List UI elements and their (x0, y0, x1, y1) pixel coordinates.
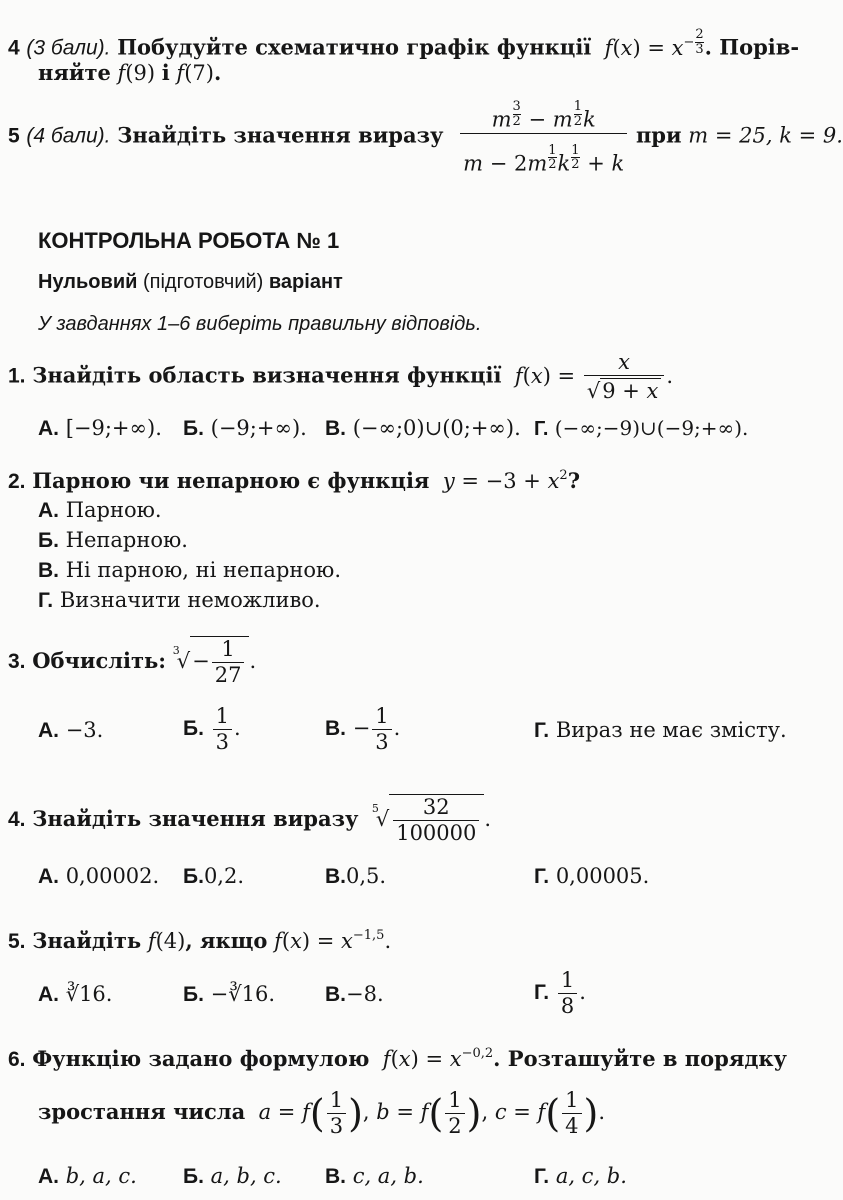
q2-option-d[interactable] (38, 590, 321, 611)
q5-option-b[interactable] (183, 984, 275, 1005)
option-label: Б. (183, 865, 204, 888)
function-formula: f(x) = $\frac{x}{√9 + x}$ . (514, 350, 674, 403)
question-4 (8, 794, 491, 844)
option-label: В. (325, 865, 346, 888)
q5-option-c[interactable] (325, 984, 384, 1005)
q1-option-a[interactable] (38, 418, 162, 439)
q1-option-d[interactable] (534, 418, 748, 439)
q4-option-a[interactable] (38, 866, 159, 887)
option-value: −∛16. (210, 982, 275, 1006)
option-value: Вираз не має змісту. (555, 718, 787, 742)
fifth-root-expression: $^5$√ $\frac{32}{100000}$ . (371, 795, 492, 845)
question-number: 3. (8, 650, 26, 673)
question-number: 5. (8, 930, 26, 953)
q2-option-c[interactable] (38, 560, 341, 581)
section-title: КОНТРОЛЬНА РОБОТА № 1 (38, 228, 340, 253)
q2-option-a[interactable] (38, 500, 162, 521)
option-value: −3. (65, 718, 104, 742)
question-number: 2. (8, 470, 26, 493)
option-value: ∛16. (65, 982, 113, 1006)
task-points: (3 бали). (26, 36, 111, 60)
question-number: 4. (8, 808, 26, 831)
question-number: 6. (8, 1048, 26, 1071)
question-number: 1. (8, 364, 26, 388)
expression-fraction: m $^{\frac{3}{2}}$ − m $^{\frac{1}{2}}$ k m − 2m $^{\frac{1}{2}}$ k $^{\frac{1}{2}}$ + k (460, 100, 627, 174)
option-label: Б. (183, 717, 204, 740)
function-formula: $f(x) = x^{- \frac{2}{3}}$ (604, 27, 704, 60)
option-label: Б. (38, 529, 59, 552)
option-value: Парною. (65, 498, 162, 522)
option-label: Б. (183, 417, 204, 440)
option-label: В. (325, 717, 346, 740)
question-5 (8, 930, 391, 952)
f4-expression: f(4) (147, 929, 186, 953)
option-label: Г. (534, 719, 550, 742)
option-label: А. (38, 1165, 59, 1188)
q4-option-d[interactable] (534, 866, 649, 887)
option-label: Б. (183, 983, 204, 1006)
q5-option-d[interactable]: Г. $\frac{1}{8}$ . (534, 968, 586, 1018)
option-value: 0,00005. (555, 864, 650, 888)
q4-option-c[interactable] (325, 866, 386, 887)
q1-option-c[interactable] (325, 418, 521, 439)
option-label: А. (38, 983, 59, 1006)
option-value: Непарною. (65, 528, 188, 552)
question-6 (8, 1048, 787, 1070)
question-3 (8, 636, 256, 686)
question-text: Знайдіть область визначення функції (32, 362, 502, 388)
option-label: А. (38, 417, 59, 440)
option-label: А. (38, 499, 59, 522)
option-label: Г. (534, 981, 550, 1004)
task-text: няйте (38, 60, 111, 85)
question-text: зростання числа (38, 1099, 246, 1124)
option-label: В. (325, 1165, 346, 1188)
cube-root-expression: $^3$√− $\frac{1}{27}$ . (172, 637, 257, 687)
question-6-line-2 (38, 1090, 605, 1137)
q4-option-b[interactable] (183, 866, 244, 887)
q5-option-a[interactable] (38, 984, 112, 1005)
question-text: Знайдіть (32, 928, 142, 953)
option-value: (−∞;−9)∪(−9;+∞). (554, 416, 749, 440)
task-5-line (8, 100, 843, 174)
q6-option-c[interactable] (325, 1166, 424, 1187)
option-value: b, a, c. (65, 1164, 137, 1188)
option-value: Визначити неможливо. (59, 588, 321, 612)
question-1 (8, 352, 673, 402)
question-text: Обчисліть: (32, 648, 167, 673)
f7-expression: f(7) (176, 61, 214, 85)
question-text: , якщо (185, 928, 268, 953)
question-text: . Розташуйте в порядку (493, 1046, 787, 1071)
variant-bold: Нульовий (38, 271, 138, 293)
task-number: 4 (8, 36, 20, 60)
option-value: 0,2. (203, 864, 245, 888)
option-value: −8. (346, 982, 384, 1006)
q1-option-b[interactable] (183, 418, 307, 439)
option-label: А. (38, 719, 59, 742)
option-value: c, a, b. (352, 1164, 424, 1188)
option-label: Г. (534, 418, 549, 440)
q6-option-d[interactable] (534, 1166, 627, 1187)
task-points: (4 бали). (26, 124, 111, 148)
option-label: Б. (183, 1165, 204, 1188)
variant-line (38, 272, 343, 292)
instruction: У завданнях 1–6 виберіть правильну відповідь. (38, 313, 482, 335)
function-formula: $f(x) = x^{-0,2}$ (382, 1046, 494, 1071)
question-2: 2. Парною чи непарною є функція $y = -3 + x^2$? (8, 468, 580, 493)
task-number: 5 (8, 124, 20, 148)
function-formula: $f(x) = x^{-1,5}$. (274, 928, 392, 953)
q6-option-b[interactable] (183, 1166, 282, 1187)
option-value: Ні парною, ні непарною. (65, 558, 341, 582)
q3-option-a[interactable] (38, 720, 103, 741)
q3-option-c[interactable]: В. − $\frac{1}{3}$ . (325, 704, 401, 754)
question-text: Знайдіть значення виразу (32, 806, 359, 831)
option-value: a, c, b. (555, 1164, 627, 1188)
numbers-abc: a = f( $\frac{1}{3}$ ), b = f( $\frac{1}{2}$ ), c = f( $\frac{1}{4}$ ). (258, 1088, 606, 1138)
task-text: . (213, 60, 222, 85)
task-4-line-1 (8, 28, 799, 59)
q6-option-a[interactable] (38, 1166, 137, 1187)
task-text: Знайдіть значення виразу (117, 122, 444, 148)
option-label: Г. (534, 865, 550, 888)
option-value: (−9;+∞). (210, 416, 307, 440)
option-label: В. (38, 559, 59, 582)
condition: m = 25, k = 9. (688, 123, 843, 148)
question-text: Функцію задано формулою (32, 1046, 370, 1071)
function-formula: $y = -3 + x^2$ (442, 468, 568, 493)
variant-bold: варіант (268, 271, 343, 293)
option-value: (−∞;0)∪(0;+∞). (352, 416, 521, 440)
option-label: В. (325, 417, 346, 440)
option-label: Г. (534, 1165, 550, 1188)
f9-expression: f(9) (117, 61, 156, 85)
option-label: В. (325, 983, 346, 1006)
option-value: 0,00002. (65, 864, 160, 888)
option-value: 0,5. (346, 864, 387, 888)
q2-option-b[interactable] (38, 530, 188, 551)
task-text-end: . Порів- (704, 34, 800, 60)
variant-normal: (підготовчий) (142, 271, 264, 293)
q3-option-b[interactable]: Б. $\frac{1}{3}$ . (183, 704, 241, 754)
option-label: Г. (38, 589, 54, 612)
option-value: a, b, c. (210, 1164, 282, 1188)
question-text: Парною чи непарною є функція (32, 468, 430, 493)
task-4-line-2 (38, 62, 221, 84)
task-text: і (161, 60, 170, 85)
task-text: при (635, 122, 682, 148)
task-text: Побудуйте схематично графік функції (117, 34, 592, 60)
option-value: [−9;+∞). (65, 416, 162, 440)
q3-option-d[interactable] (534, 720, 787, 741)
option-label: А. (38, 865, 59, 888)
